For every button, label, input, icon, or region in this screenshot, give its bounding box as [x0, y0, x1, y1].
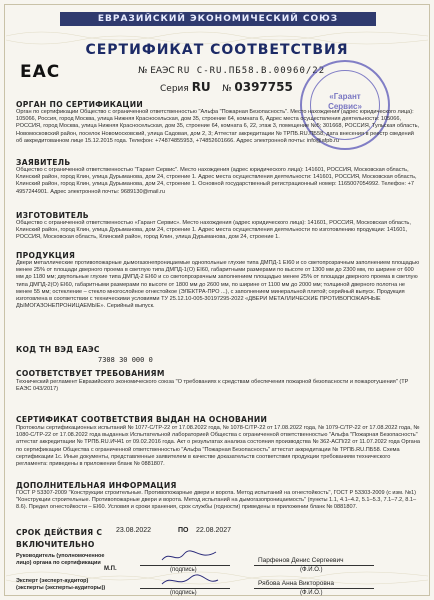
expert-signature: [160, 574, 220, 588]
section-product: ПРОДУКЦИЯ: [16, 251, 76, 260]
text-organ: Орган по сертификации Общество с ограниченной ответственностью "Альфа "Пожарная Безопасность". Место нахождения (адрес юридического лица): 105066, Россия, город Москва, улица Нижняя Красносельская, дом 35, строение 64, комната 6, Адрес места осуществления деятельности: 105066, РОССИЯ, город Москва, улица Нижняя Красносельская, дом 35, строение 64, комната 6, 22, этаж 3, помещение №5; 301668, РОССИЯ, Тульская область, Новомосковский район, поселок Новомосковский, улица Садовая, дом 2, 3; Аттестат аккредитации № ТРПБ.RU.ПБ58, дата внесения в реестр сведений об аккредитованном лице 15.12.2015 года. Телефон: +74874855953, +74852601666. Адрес электронной почты: info@afpb.ru: [16, 109, 420, 144]
text-requirements: Технический регламент Евразийского экономического союза "О требованиях к средствам обеспечения пожарной безопасности и пожаротушения" (ТР ЕАЭС 043/2017): [16, 379, 409, 393]
text-product: Двери металлические противопожарные дымогазонепроницаемые однопольные глухие типа ДМПД-1 EI60 и со светопрозрачным заполнением площадью менее 25% от площади дверного проема в светлую типа ДМПД-1(О) EI60, габаритными размерами по высоте от 1300 мм до 2300 мм, по ширине от 600 мм до 1180 мм; двупольные глухие типа ДМПД-2 EI60 и со светопрозрачным заполнением площадью менее 25% от площади дверного проема в светлую типа ДМПД-2(О) EI60, габаритными размерами по высоте от 1800 мм до 2600 мм, по ширине от 1100 мм до 2000 мм; толщиной дверного полотна не менее 55 мм; остекление – стекло многослойное огнестойкое (ЭЛЕКТРА-ПРО ...), с заполнением минеральной плитой; серийный выпуск. Продукция изготовлена в соответствии с техническими условиями ТУ 25.12.10-005-30197295-2022 «ДВЕРИ МЕТАЛЛИЧЕСКИЕ ПРОТИВОПОЖАРНЫЕ ДЫМОГАЗОНЕПРОНИЦАЕМЫЕ». Серийный выпуск.: [16, 260, 420, 310]
series-number: 0397755: [234, 80, 293, 94]
series-line: [160, 80, 293, 94]
cert-number-label: № ЕАЭС: [138, 66, 175, 76]
text-manufacturer: Общество с ограниченной ответственностью «Гарант Сервис». Место нахождения (адрес юридического лица): 141601, РОССИЯ, Московская область, Клинский район, город Клин, улица Дурыманова, дом 24, строение 1. Адрес места осуществления деятельности по изготовлению продукции: 141601, РОССИЯ, Московская область, Клинский район, город Клин, улица Дурыманова, дом 24, строение 1.: [16, 220, 411, 241]
head-sign-caption: (подпись): [170, 567, 197, 573]
hs-code-value: 7308 30 000 0: [98, 356, 153, 364]
section-applicant: ЗАЯВИТЕЛЬ: [16, 158, 71, 167]
section-requirements: СООТВЕТСТВУЕТ ТРЕБОВАНИЯМ: [16, 369, 165, 378]
head-signature-line: [140, 565, 230, 566]
validity-from-date: 23.08.2022: [116, 527, 152, 534]
expert-signature-line: [140, 588, 230, 589]
series-no-label: №: [222, 84, 232, 94]
head-signature: [160, 548, 220, 566]
expert-signature-label: Эксперт (эксперт-аудитор) (эксперты (эксперты-аудиторы)): [16, 578, 106, 591]
section-additional: ДОПОЛНИТЕЛЬНАЯ ИНФОРМАЦИЯ: [16, 481, 177, 490]
series-label: Серия: [160, 84, 189, 94]
union-banner: ЕВРАЗИЙСКИЙ ЭКОНОМИЧЕСКИЙ СОЮЗ: [60, 12, 376, 26]
head-name: Парфенов Денис Сергеевич: [258, 557, 344, 564]
certificate-number: [138, 66, 325, 76]
validity-from-label: СРОК ДЕЙСТВИЯ С: [16, 528, 103, 537]
cert-number-value: RU С-RU.ПБ58.В.00960/22: [177, 66, 326, 76]
text-additional: ГОСТ Р 53307-2009 "Конструкции строительные. Противопожарные двери и ворота. Метод испытаний на огнестойкость", ГОСТ Р 53303-2009 (с изм. №1) "Конструкции строительные. Противопожарные двери и ворота. Метод испытаний на дымогазопроницаемость" (пункты 1.1, 4.1–4.2, 5.1–5.3, 7.1–7.2, 8.1–8.6). Предел огнестойкости – EI60. Условия и сроки хранения, срок службы (годности) приведены в приложении бланк № 0881807.: [16, 490, 417, 511]
mp-mark: М.П.: [104, 566, 117, 572]
section-basis: СЕРТИФИКАТ СООТВЕТСТВИЯ ВЫДАН НА ОСНОВАНИИ: [16, 415, 268, 424]
validity-inclusive: ВКЛЮЧИТЕЛЬНО: [16, 540, 95, 549]
validity-to-date: 22.08.2027: [196, 527, 232, 534]
certificate-title: СЕРТИФИКАТ СООТВЕТСТВИЯ: [85, 42, 349, 58]
head-name-caption: (Ф.И.О.): [300, 567, 323, 573]
expert-sign-caption: (подпись): [170, 590, 197, 596]
expert-name-line: [254, 588, 374, 589]
expert-name: Рябова Анна Викторовна: [258, 580, 335, 587]
head-signature-label: Руководитель (уполномоченное лицо) органа по сертификации: [16, 553, 105, 566]
text-basis: Протоколы сертификационных испытаний № 1077-С/ТР-22 от 17.08.2022 года, № 1078-С/ТР-22 от 17.08.2022 года, № 1079-С/ТР-22 от 17.08.2022 года, № 1080-С/ТР-22 от 17.08.2022 года выданных Испытательной лабораторией Общества с ограниченной ответственностью "Альфа "Пожарная Безопасность" аттестат аккредитации № ТРПБ.RU.ИЧ41 от 09.02.2016 года. Акт о результатах анализа состояния производства № 362-АСП/22 от 11.07.2022 года Органа по сертификации Общества с ограниченной ответственностью "Альфа "Пожарная Безопасность" аттестат аккредитации № ТРПБ.RU.ПБ58. Схема сертификации 1с. Иные документы, представленные заявителем в качестве доказательств соответствия продукции требованиям технического регламента: приведены в приложении бланк № 0881807.: [16, 425, 420, 468]
section-manufacturer: ИЗГОТОВИТЕЛЬ: [16, 211, 89, 220]
series-value: RU: [191, 80, 211, 94]
eac-mark: ЕАС: [20, 62, 61, 82]
text-applicant: Общество с ограниченной ответственностью "Гарант Сервис". Место нахождения (адрес юридического лица): 141601, РОССИЯ, Московская область, Клинский район, город Клин, улица Дурыманова, дом 24, строение 1. Адрес места осуществления деятельности: 141601, РОССИЯ, Московская область, Клинский район, город Клин, улица Дурыманова, дом 24, строение 1. Основной государственный регистрационный номер: 1165007054992. Телефон: +7 4957244901. Адрес электронной почты: 9689130@mail.ru: [16, 167, 417, 195]
section-hs-code: КОД ТН ВЭД ЕАЭС: [16, 345, 100, 354]
stamp-text: «Гарант Сервис»: [328, 92, 362, 111]
section-organ: ОРГАН ПО СЕРТИФИКАЦИИ: [16, 100, 144, 109]
head-name-line: [254, 565, 374, 566]
validity-po-label: ПО: [178, 527, 189, 534]
expert-name-caption: (Ф.И.О.): [300, 590, 323, 596]
